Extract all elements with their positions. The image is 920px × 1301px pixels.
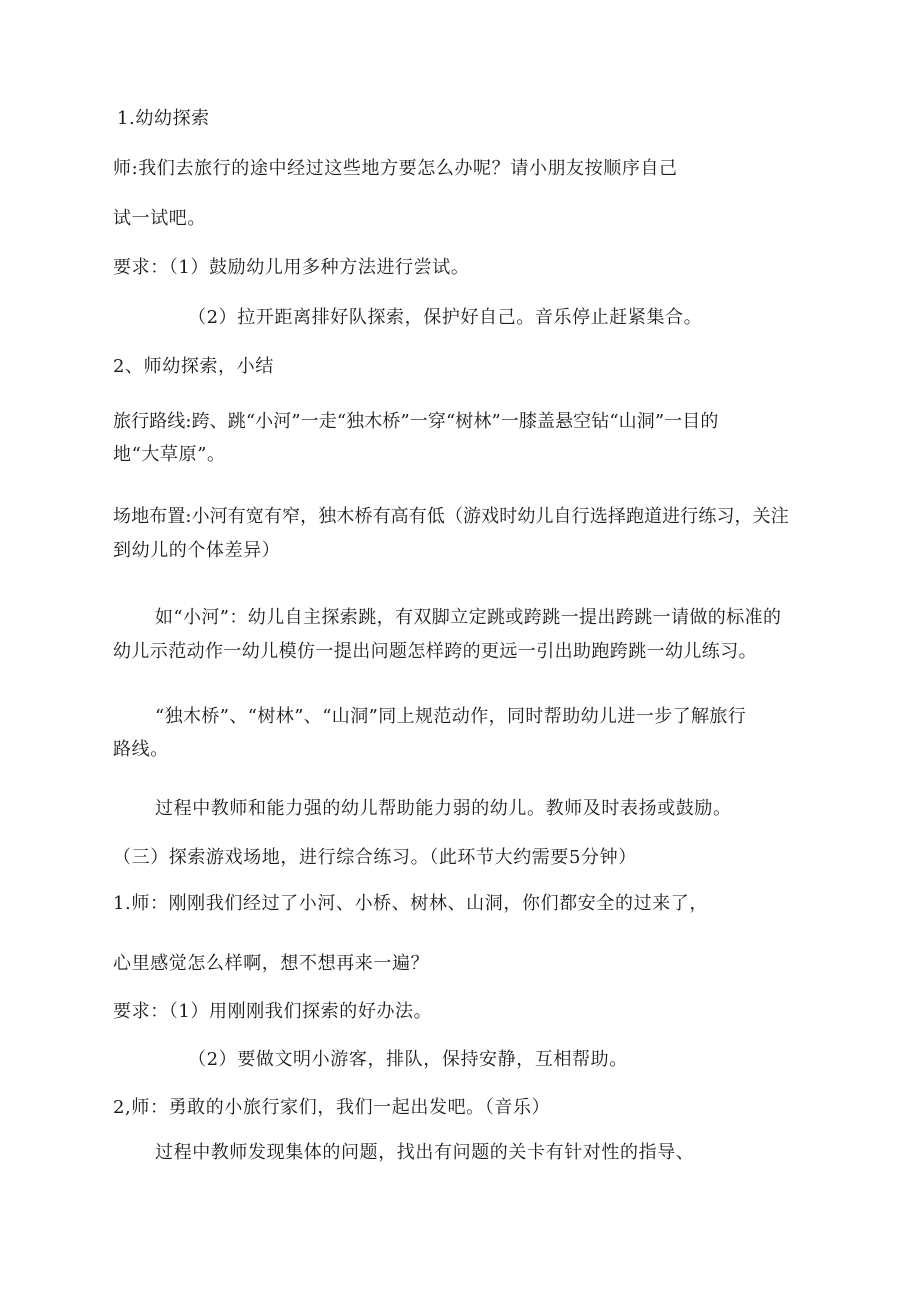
paragraph-line: 试一试吧。 (113, 208, 206, 229)
requirement-line: （2）要做文明小游客，排队，保持安静，互相帮助。 (188, 1049, 628, 1070)
requirement-line: （2）拉开距离排好队探索，保护好自己。音乐停止赶紧集合。 (188, 307, 703, 328)
paragraph-line: 2,师：勇敢的小旅行家们，我们一起出发吧。（音乐） (113, 1097, 551, 1118)
paragraph-line: 路线。 (113, 739, 169, 760)
section-heading: （三）探索游戏场地，进行综合练习。（此环节大约需要5分钟） (113, 847, 637, 868)
paragraph-line: 过程中教师发现集体的问题，找出有问题的关卡有针对性的指导、 (155, 1142, 695, 1163)
paragraph-line: 1.师：刚刚我们经过了小河、小桥、树林、山洞，你们都安全的过来了， (113, 893, 708, 914)
paragraph-line: 如“小河”：幼儿自主探索跳，有双脚立定跳或跨跳一提出跨跳一请做的标准的 (155, 607, 782, 628)
paragraph-line: 师:我们去旅行的途中经过这些地方要怎么办呢？请小朋友按顺序自己 (113, 158, 678, 179)
paragraph-line: “独木桥”、“树林”、“山洞”同上规范动作，同时帮助幼儿进一步了解旅行 (155, 706, 747, 727)
paragraph-line: 场地布置:小河有宽有窄，独木桥有高有低（游戏时幼儿自行选择跑道进行练习，关注 (113, 506, 789, 527)
heading-1: 1.幼幼探索 (117, 108, 210, 129)
paragraph-line: 幼儿示范动作一幼儿模仿一提出问题怎样跨的更远一引出助跑跨跳一幼儿练习。 (113, 641, 757, 662)
requirement-line: 要求：（1）鼓励幼儿用多种方法进行尝试。 (113, 257, 470, 278)
requirement-line: 要求：（1）用刚刚我们探索的好办法。 (113, 1001, 433, 1022)
paragraph-line: 到幼儿的个体差异） (113, 540, 281, 561)
paragraph-line: 心里感觉怎么样啊，想不想再来一遍？ (113, 953, 430, 974)
paragraph-line: 过程中教师和能力强的幼儿帮助能力弱的幼儿。教师及时表扬或鼓励。 (155, 798, 732, 819)
paragraph-line: 地“大草原”。 (113, 444, 226, 465)
paragraph-line: 旅行路线:跨、跳“小河”一走“独木桥”一穿“树林”一膝盖悬空钻“山洞”一目的 (113, 411, 719, 432)
heading-2: 2、师幼探索，小结 (113, 356, 274, 377)
